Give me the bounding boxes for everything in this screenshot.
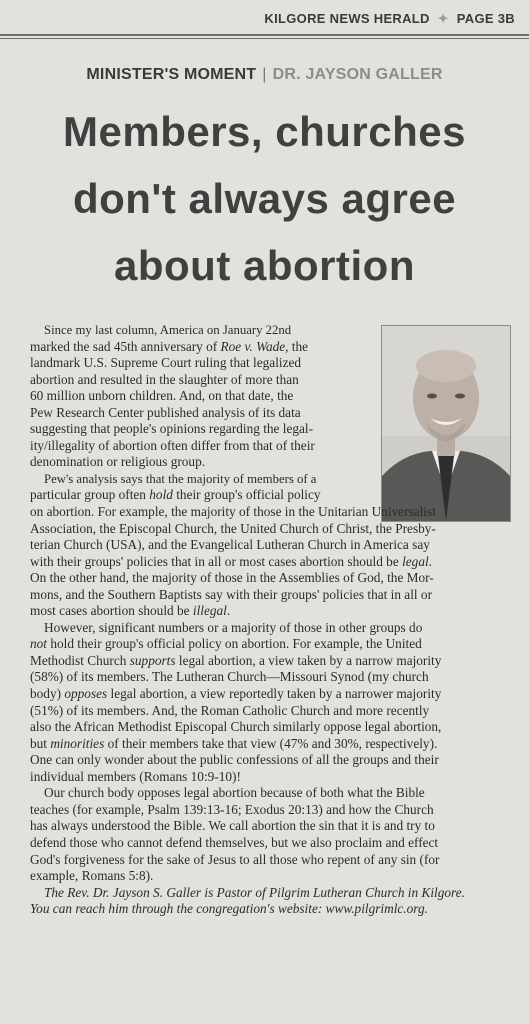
text-line: marked the sad 45th anniversary of Roe v. Wade, the: [30, 338, 309, 354]
author-bio: [30, 885, 510, 918]
headline-line-3: about abortion: [114, 242, 415, 289]
text-line: most cases abortion should be illegal.: [30, 603, 231, 619]
text-line: also the African Methodist Episcopal Church similarly oppose legal abortion,: [30, 719, 442, 735]
text-line: However, significant numbers or a majority of those in other groups do: [44, 619, 423, 635]
text-line: has always understood the Bible. We call abortion the sin that it is and try to: [30, 818, 435, 834]
text-line: (58%) of its members. The Lutheran Church—Missouri Synod (my church: [30, 669, 429, 685]
text-line: on abortion. For example, the majority of those in the Unitarian Universalist: [30, 504, 436, 520]
text-line: The Rev. Dr. Jayson S. Galler is Pastor of Pilgrim Lutheran Church in Kilgore.: [44, 884, 465, 900]
text-line: landmark U.S. Supreme Court ruling that legalized: [30, 355, 302, 371]
text-line: 60 million unborn children. And, on that date, the: [30, 388, 294, 404]
author-name: DR. JAYSON GALLER: [272, 66, 443, 83]
page-header: [264, 11, 515, 27]
text-line: mons, and the Southern Baptists say with their groups' policies that in all or: [30, 586, 432, 602]
text-line: individual members (Romans 10:9-10)!: [30, 768, 241, 784]
text-line: particular group often hold their group's official policy: [30, 487, 321, 503]
text-line: Since my last column, America on January 22nd: [44, 323, 292, 337]
article-headline: [0, 98, 529, 299]
paragraph-3: [30, 620, 510, 785]
text-line: You can reach him through the congregation's website: www.pilgrimlc.org.: [30, 901, 428, 917]
column-kicker: [0, 66, 529, 84]
text-line: Our church body opposes legal abortion because of both what the Bible: [44, 785, 425, 801]
article-body: [30, 322, 510, 918]
text-line: God's forgiveness for the sake of Jesus to all those who repent of any sin (for: [30, 851, 440, 867]
text-line: example, Romans 5:8).: [30, 868, 154, 884]
text-line: Association, the Episcopal Church, the United Church of Christ, the Presby-: [30, 520, 436, 536]
text-line: defend those who cannot defend themselves, but we also proclaim and effect: [30, 834, 439, 850]
text-line: denomination or religious group.: [30, 454, 206, 470]
paragraph-2: [30, 471, 510, 620]
diamond-separator-icon: ✦: [437, 11, 449, 26]
header-rule-bottom: [0, 38, 529, 39]
kicker-divider: |: [262, 66, 267, 83]
column-name: MINISTER'S MOMENT: [86, 66, 257, 83]
text-line: ity/illegality of abortion often differ from that of their: [30, 437, 315, 453]
paragraph-1: [30, 322, 510, 471]
text-line: body) opposes legal abortion, a view reportedly taken by a narrower majority: [30, 686, 442, 702]
text-line: On the other hand, the majority of those in the Assemblies of God, the Mor-: [30, 570, 434, 586]
header-rule-top: [0, 34, 529, 36]
headline-line-1: Members, churches: [63, 108, 466, 155]
text-line: Pew Research Center published analysis of its data: [30, 404, 301, 420]
text-line: with their groups' policies that in all or most cases abortion should be legal.: [30, 553, 432, 569]
text-line: (51%) of its members. And, the Roman Catholic Church and more recently: [30, 702, 430, 718]
text-line: One can only wonder about the public confessions of all the groups and their: [30, 752, 439, 768]
newspaper-name: KILGORE NEWS HERALD: [264, 11, 430, 26]
headline-line-2: don't always agree: [72, 175, 457, 222]
text-line: suggesting that people's opinions regarding the legal-: [30, 421, 314, 437]
page-number: PAGE 3B: [456, 11, 515, 26]
text-line: but minorities of their members take that view (47% and 30%, respectively).: [30, 735, 438, 751]
text-line: Pew's analysis says that the majority of members of a: [44, 471, 317, 486]
text-line: Methodist Church supports legal abortion, a view taken by a narrow majority: [30, 652, 442, 668]
text-line: teaches (for example, Psalm 139:13-16; Exodus 20:13) and how the Church: [30, 801, 434, 817]
text-line: not hold their group's official policy on abortion. For example, the United: [30, 636, 422, 652]
paragraph-4: [30, 785, 510, 884]
text-line: terian Church (USA), and the Evangelical Lutheran Church in America say: [30, 537, 430, 553]
text-line: abortion and resulted in the slaughter of more than: [30, 371, 299, 387]
